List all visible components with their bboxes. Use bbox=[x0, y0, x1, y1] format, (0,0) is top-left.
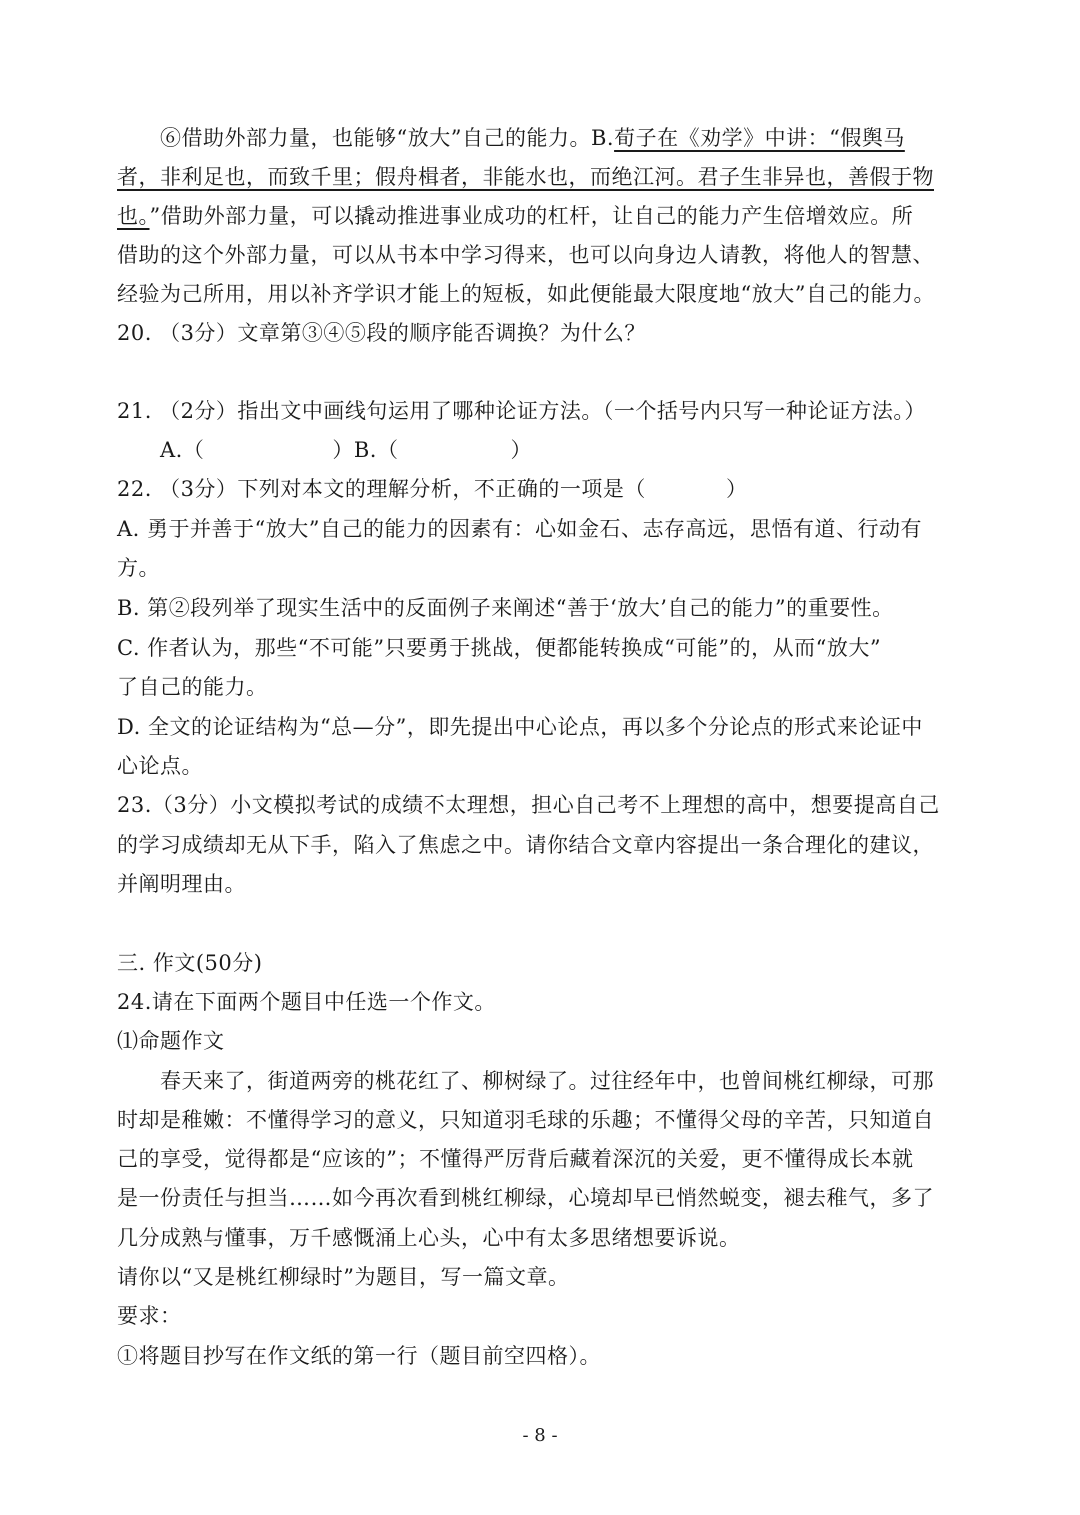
question-23-cont: 并阐明理由。 bbox=[117, 872, 246, 896]
option-d-cont: 心论点。 bbox=[117, 754, 203, 778]
question-21: 21. （2分）指出文中画线句运用了哪种论证方法。（一个括号内只写一种论证方法。） bbox=[117, 399, 926, 423]
option-a-cont: 方。 bbox=[117, 556, 160, 580]
requirements-label: 要求： bbox=[117, 1304, 182, 1328]
answer-blank-b-close: ） bbox=[510, 438, 532, 462]
subheading: ⑴命题作文 bbox=[117, 1029, 225, 1053]
answer-blank-a-close: ）B.（ bbox=[332, 438, 399, 462]
page-number: - 8 - bbox=[522, 1425, 558, 1446]
option-d: D. 全文的论证结构为“总—分”，即先提出中心论点，再以多个分论点的形式来论证中 bbox=[117, 715, 923, 739]
requirement-item: ①将题目抄写在作文纸的第一行（题目前空四格）。 bbox=[117, 1344, 601, 1368]
passage-text: ⑥借助外部力量，也能够“放大”自己的能力。B. bbox=[160, 126, 615, 150]
question-24: 24.请在下面两个题目中任选一个作文。 bbox=[117, 990, 496, 1014]
passage-text: ”借助外部力量，可以撬动推进事业成功的杠杆，让自己的能力产生倍增效应。所 bbox=[149, 204, 914, 228]
question-23-cont: 的学习成绩却无从下手，陷入了焦虑之中。请你结合文章内容提出一条合理化的建议， bbox=[117, 833, 934, 857]
answer-blank-a-open: A.（ bbox=[160, 438, 205, 462]
prompt-paragraph-line: 几分成熟与懂事，万千感慨涌上心头，心中有太多思绪想要诉说。 bbox=[117, 1226, 741, 1250]
prompt-paragraph-line: 己的享受，觉得都是“应该的”；不懂得严厉背后藏着深沉的关爱，更不懂得成长本就 bbox=[117, 1147, 914, 1171]
option-a: A. 勇于并善于“放大”自己的能力的因素有：心如金石、志存高远，思悟有道、行动有 bbox=[117, 517, 922, 541]
question-22-text: 22. （3分）下列对本文的理解分析，不正确的一项是（ bbox=[117, 477, 646, 501]
option-b: B. 第②段列举了现实生活中的反面例子来阐述“善于‘放大’自己的能力”的重要性。 bbox=[117, 596, 894, 620]
question-23: 23.（3分）小文模拟考试的成绩不太理想，担心自己考不上理想的高中，想要提高自己 bbox=[117, 793, 940, 817]
question-22-close: ） bbox=[725, 477, 748, 501]
essay-instruction: 请你以“又是桃红柳绿时”为题目，写一篇文章。 bbox=[117, 1265, 570, 1289]
question-22-stem bbox=[117, 475, 747, 503]
passage-line: 经验为己所用，用以补齐学识才能上的短板，如此便能最大限度地“放大”自己的能力。 bbox=[117, 282, 935, 306]
passage-line: 借助的这个外部力量，可以从书本中学习得来，也可以向身边人请教，将他人的智慧、 bbox=[117, 243, 934, 267]
section-heading: 三. 作文(50分) bbox=[117, 951, 263, 975]
question-21-blanks bbox=[160, 436, 532, 464]
prompt-paragraph-line: 时却是稚嫩：不懂得学习的意义，只知道羽毛球的乐趣；不懂得父母的辛苦，只知道自 bbox=[117, 1108, 934, 1132]
option-c: C. 作者认为，那些“不可能”只要勇于挑战，便都能转换成“可能”的，从而“放大” bbox=[117, 636, 882, 660]
passage-line bbox=[160, 124, 905, 152]
prompt-paragraph-line: 是一份责任与担当……如今再次看到桃红柳绿，心境却早已悄然蜕变，褪去稚气，多了 bbox=[117, 1186, 934, 1210]
passage-line bbox=[117, 202, 913, 230]
question-20: 20. （3分）文章第③④⑤段的顺序能否调换？为什么？ bbox=[117, 321, 646, 345]
passage-line bbox=[117, 163, 934, 191]
underlined-quote: 也。 bbox=[117, 204, 150, 228]
underlined-quote: 者，非利足也，而致千里；假舟楫者，非能水也，而绝江河。君子生非异也，善假于物 bbox=[117, 165, 934, 189]
underlined-quote: 荀子在《劝学》中讲：“假舆马 bbox=[614, 126, 905, 150]
prompt-paragraph-line: 春天来了，街道两旁的桃花红了、柳树绿了。过往经年中，也曾间桃红柳绿，可那 bbox=[160, 1069, 934, 1093]
option-c-cont: 了自己的能力。 bbox=[117, 675, 268, 699]
